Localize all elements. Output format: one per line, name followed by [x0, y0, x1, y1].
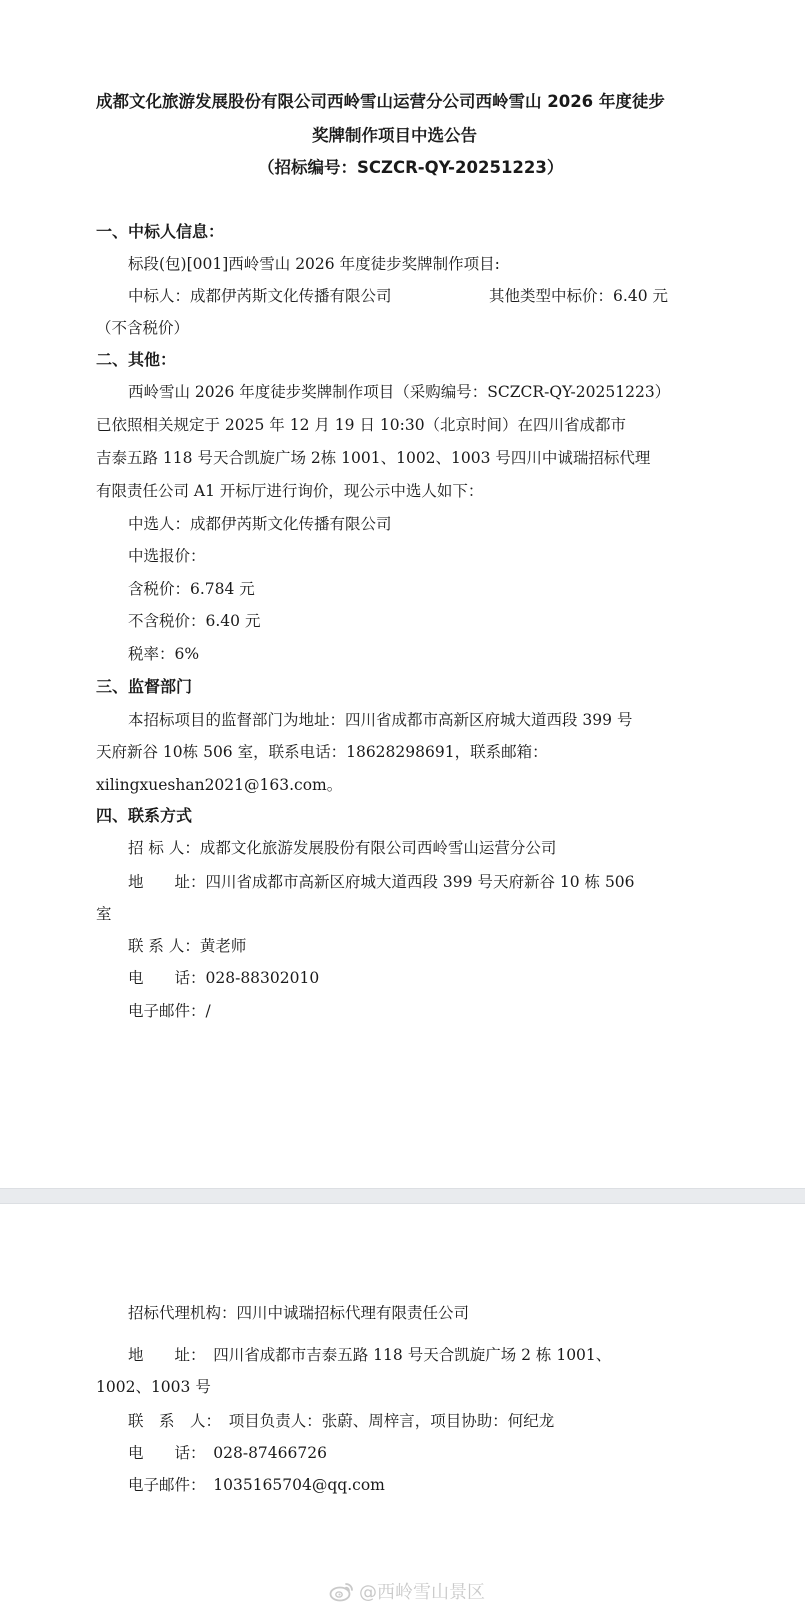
price-with-tax: 含税价：6.784 元 [128, 580, 255, 598]
supervision-email: xilingxueshan2021@163.com。 [96, 776, 343, 794]
winner-price-row [128, 286, 668, 306]
page-separator [0, 1188, 805, 1204]
agency-phone: 电 话： 028-87466726 [128, 1444, 327, 1462]
title-line-3: （招标编号：SCZCR-QY-20251223） [258, 158, 564, 177]
tenderer-phone: 电 话：028-88302010 [128, 969, 320, 987]
section-2-heading: 二、其他： [96, 350, 177, 369]
tenderer-contact: 联 系 人：黄老师 [128, 937, 247, 955]
weibo-watermark [329, 1578, 485, 1604]
lot-line: 标段(包)[001]西岭雪山 2026 年度徒步奖牌制作项目: [128, 255, 500, 273]
tax-note: （不含税价） [96, 319, 190, 337]
section-2-para-line-4: 有限责任公司 A1 开标厅进行询价，现公示中选人如下： [96, 482, 484, 500]
tenderer-email: 电子邮件：/ [128, 1002, 211, 1020]
watermark-text: @西岭雪山景区 [359, 1582, 485, 1603]
section-4-heading: 四、联系方式 [96, 806, 193, 825]
agency-address-cont: 1002、1003 号 [96, 1378, 211, 1396]
winner-label: 中标人：成都伊芮斯文化传播有限公司 [128, 287, 392, 305]
quote-label: 中选报价： [128, 547, 206, 565]
tax-rate: 税率：6% [128, 645, 200, 663]
agency-email: 电子邮件： 1035165704@qq.com [128, 1476, 385, 1494]
title-line-2: 奖牌制作项目中选公告 [312, 126, 477, 145]
title-line-1: 成都文化旅游发展股份有限公司西岭雪山运营分公司西岭雪山 2026 年度徒步 [96, 92, 665, 111]
selected-winner: 中选人：成都伊芮斯文化传播有限公司 [128, 515, 392, 533]
tenderer-line: 招 标 人：成都文化旅游发展股份有限公司西岭雪山运营分公司 [128, 839, 557, 857]
page-two [0, 1205, 805, 1608]
agency-name: 招标代理机构：四川中诚瑞招标代理有限责任公司 [128, 1304, 470, 1322]
weibo-icon [329, 1580, 355, 1602]
section-1-heading: 一、中标人信息： [96, 222, 225, 241]
tenderer-address-cont: 室 [96, 905, 112, 923]
section-3-heading: 三、监督部门 [96, 677, 193, 696]
price-without-tax: 不含税价：6.40 元 [128, 612, 261, 630]
tenderer-address: 地 址：四川省成都市高新区府城大道西段 399 号天府新谷 10 栋 506 [128, 873, 635, 891]
winning-price: 其他类型中标价：6.40 元 [489, 287, 668, 305]
agency-address: 地 址： 四川省成都市吉泰五路 118 号天合凯旋广场 2 栋 1001、 [128, 1346, 612, 1364]
section-3-para-line-1: 本招标项目的监督部门为地址：四川省成都市高新区府城大道西段 399 号 [128, 711, 633, 729]
section-2-para-line-1: 西岭雪山 2026 年度徒步奖牌制作项目（采购编号：SCZCR-QY-20251223） [128, 383, 671, 401]
section-2-para-line-2: 已依照相关规定于 2025 年 12 月 19 日 10:30（北京时间）在四川省成都市 [96, 416, 627, 434]
section-3-para-line-2: 天府新谷 10栋 506 室，联系电话：18628298691，联系邮箱： [96, 743, 548, 761]
agency-contact: 联 系 人： 项目负责人：张蔚、周梓言，项目协助：何纪龙 [128, 1412, 555, 1430]
section-2-para-line-3: 吉泰五路 118 号天合凯旋广场 2栋 1001、1002、1003 号四川中诚瑞招标代理 [96, 449, 651, 467]
